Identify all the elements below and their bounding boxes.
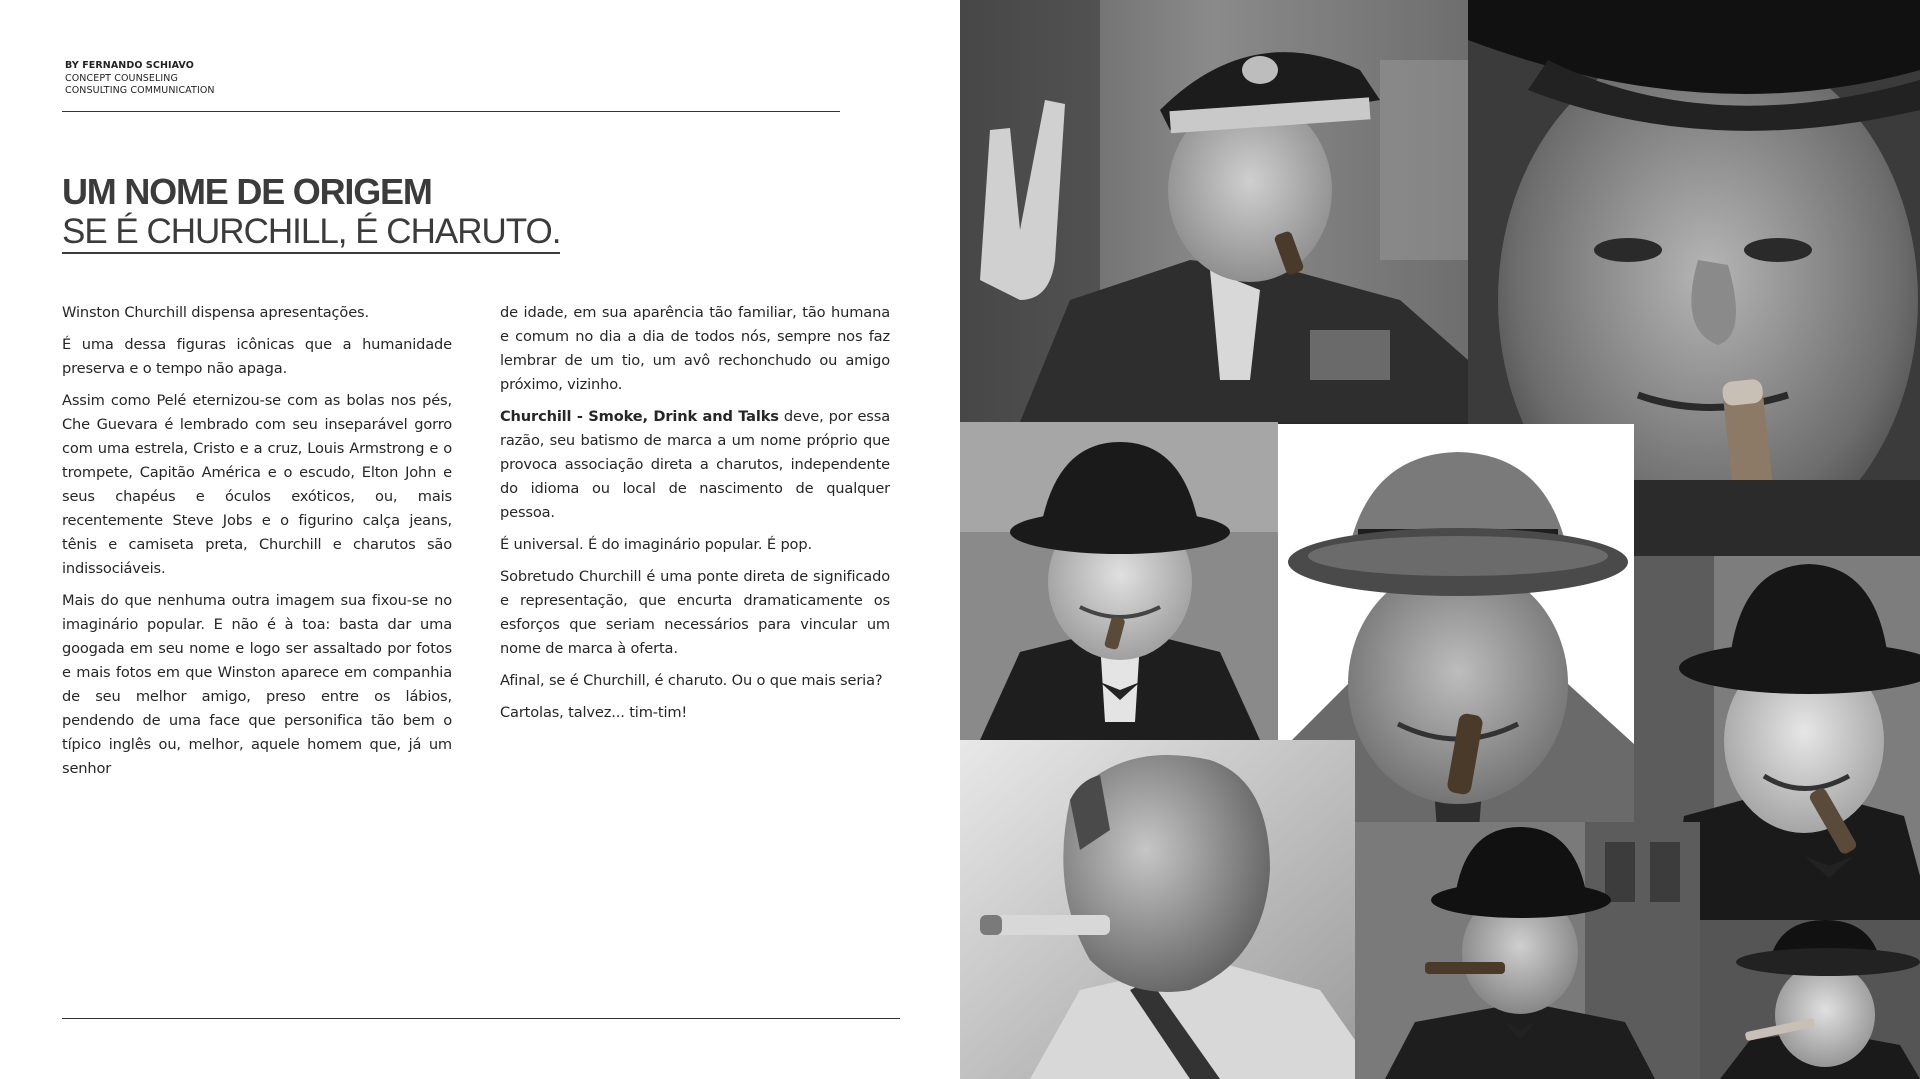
byline-line-3: CONSULTING COMMUNICATION — [65, 85, 215, 96]
headline — [62, 172, 560, 254]
page-title: UM NOME DE ORIGEM — [62, 171, 432, 212]
photo-collage — [960, 0, 1920, 1079]
paragraph: Afinal, se é Churchill, é charuto. Ou o que mais seria? — [500, 672, 883, 689]
text-column-right — [500, 301, 890, 733]
byline-line-2: CONCEPT COUNSELING — [65, 72, 178, 84]
byline-author: BY FERNANDO SCHIAVO — [65, 60, 194, 71]
paragraph: Cartolas, talvez... tim-tim! — [500, 704, 688, 721]
paragraph: Mais do que nenhuma outra imagem sua fixou-se no imaginário popular. E não é à toa: basta dar uma googada em seu nome e logo ser assaltado por fotos e mais fotos em que Winston aparece em companhia de seu melhor amigo, preso entre os lábios, pendendo de uma face que personifica tão bem o típico inglês ou, melhor, aquele homem que, já um senhor — [62, 592, 452, 777]
photo-churchill-uniform — [960, 0, 1468, 422]
byline — [65, 60, 215, 98]
photo-churchill-bowler-small — [1700, 920, 1920, 1079]
text-column-left — [62, 301, 452, 789]
photo-churchill-bowler-street — [1355, 822, 1700, 1079]
bottom-divider — [62, 1018, 900, 1019]
photo-churchill-profile — [960, 740, 1355, 1079]
paragraph-brand-rest: deve, por essa razão, seu batismo de marca a um nome próprio que provoca associação direta a charutos, independente do idioma ou local de nascimento de qualquer pessoa. — [500, 408, 891, 521]
page-subtitle: SE É CHURCHILL, É CHARUTO. — [62, 212, 560, 254]
paragraph: Assim como Pelé eternizou-se com as bolas nos pés, Che Guevara é lembrado com seu inseparável gorro com uma estrela, Cristo e a cruz, Louis Armstrong e o trompete, Capitão América e o escudo, Elton John e seus chapéus e óculos exóticos, ou, mais recentemente Steve Jobs e o figurino calça jeans, tênis e camiseta preta, Churchill e charutos são indissociáveis. — [62, 392, 452, 577]
top-divider — [62, 111, 840, 112]
paragraph: É universal. É do imaginário popular. É pop. — [500, 536, 812, 553]
paragraph: É uma dessa figuras icônicas que a humanidade preserva e o tempo não apaga. — [62, 336, 452, 377]
paragraph: Sobretudo Churchill é uma ponte direta de significado e representação, que encurta dramaticamente os esforços que seriam necessários para vincular um nome de marca à oferta. — [500, 568, 890, 657]
brand-name: Churchill - Smoke, Drink and Talks — [500, 408, 779, 425]
paragraph: de idade, em sua aparência tão familiar, tão humana e comum no dia a dia de todos nós, sempre nos faz lembrar de um tio, um avô rechonchudo ou amigo próximo, vizinho. — [500, 304, 890, 393]
paragraph: Winston Churchill dispensa apresentações. — [62, 304, 369, 321]
photo-churchill-bowler-smile — [960, 422, 1278, 740]
paragraph-brand — [500, 405, 890, 525]
